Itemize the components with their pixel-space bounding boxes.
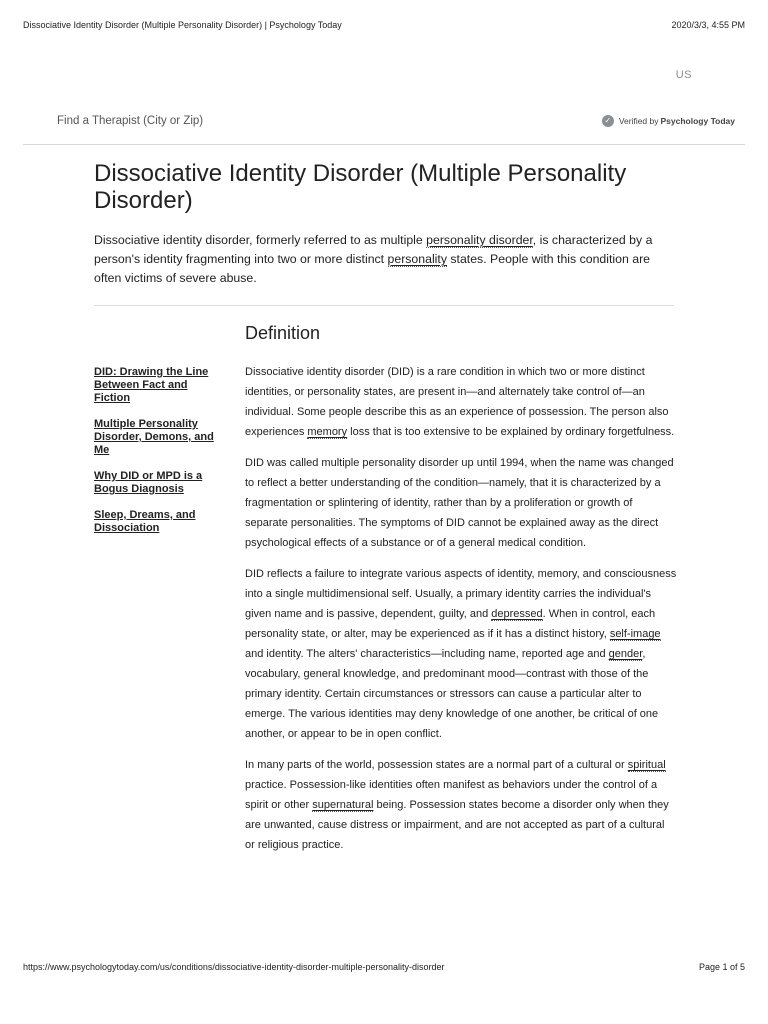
related-link[interactable]: Multiple Personality Disorder, Demons, and Me xyxy=(94,418,214,456)
page-title: Dissociative Identity Disorder (Multiple Personality Disorder) xyxy=(94,160,627,214)
memory-link[interactable]: memory xyxy=(307,426,348,438)
intro-text: , is characterized by a person's identity fragmenting into two or more distinct xyxy=(94,233,653,266)
self-image-link[interactable]: self-image xyxy=(609,628,661,640)
body-text: In many parts of the world, possession states are a normal part of a cultural or xyxy=(245,759,628,771)
print-page-number: Page 1 of 5 xyxy=(698,962,745,972)
related-link[interactable]: Sleep, Dreams, and Dissociation xyxy=(94,509,196,534)
print-header xyxy=(23,20,745,30)
intro-paragraph xyxy=(94,231,676,288)
depressed-link[interactable]: depressed xyxy=(491,608,543,620)
body-paragraph xyxy=(245,755,677,855)
intro-text: states. People with this condition are often victims of severe abuse. xyxy=(94,252,650,285)
print-page-title: Dissociative Identity Disorder (Multiple Personality Disorder) | Psychology Today xyxy=(23,20,342,30)
verified-prefix: Verified by xyxy=(618,116,659,126)
region-selector[interactable]: US xyxy=(675,69,692,81)
related-link[interactable]: Why DID or MPD is a Bogus Diagnosis xyxy=(94,470,203,495)
check-badge-icon: ✓ xyxy=(602,115,614,127)
section-heading: Definition xyxy=(245,323,321,343)
related-link[interactable]: DID: Drawing the Line Between Fact and Fiction xyxy=(94,366,209,404)
body-text: and identity. The alters' characteristics—including name, reported age and xyxy=(245,648,609,660)
print-footer xyxy=(23,962,745,972)
body-text: , vocabulary, general knowledge, and predominant mood—contrast with those of the primary identity. Certain circumstances or stressors can cause a particular alter to emerge. The various identities may deny knowledge of one another, be critical of one another, or appear to be in open conflict. xyxy=(245,648,659,740)
verified-badge xyxy=(602,115,735,127)
body-text: . When in control, each personality state, or alter, may be experienced as if it has a distinct history, xyxy=(245,608,656,640)
body-text: DID reflects a failure to integrate various aspects of identity, memory, and consciousness into a single multidimensional self. Usually, a primary identity carries the individual's given name and is passive, dependent, guilty, and xyxy=(245,568,677,620)
body-paragraph: DID was called multiple personality disorder up until 1994, when the name was changed to reflect a better understanding of the condition—namely, that it is characterized by a fragmentation or splintering of identity, rather than by a proliferation or growth of separate personalities. The symptoms of DID cannot be explained away as the direct psychological effects of a substance or of a general medical condition. xyxy=(245,457,674,549)
body-text: being. Possession states become a disorder only when they are unwanted, cause distress or impairment, and are not accepted as part of a cultural or religious practice. xyxy=(245,799,669,851)
print-url: https://www.psychologytoday.com/us/conditions/dissociative-identity-disorder-multiple-personality-disorder xyxy=(23,962,445,972)
supernatural-link[interactable]: supernatural xyxy=(312,799,374,811)
top-bar xyxy=(23,110,745,145)
gender-link[interactable]: gender xyxy=(608,648,643,660)
body-text: loss that is too extensive to be explained by ordinary forgetfulness. xyxy=(347,426,675,438)
intro-text: Dissociative identity disorder, formerly referred to as multiple xyxy=(94,233,427,247)
find-therapist-link[interactable]: Find a Therapist (City or Zip) xyxy=(57,115,204,127)
body-paragraph xyxy=(245,564,677,744)
personality-link[interactable]: personality xyxy=(387,252,447,266)
body-text: practice. Possession-like identities often manifest as behaviors under the control of a spirit or other xyxy=(245,779,658,811)
article-body xyxy=(245,362,677,866)
body-paragraph xyxy=(245,362,677,442)
body-text: Dissociative identity disorder (DID) is a rare condition in which two or more distinct identities, or personality states, are present in—and alternately take control of—an individual. Some people describe this as an experience of possession. The person also experiences xyxy=(245,366,669,438)
related-links xyxy=(94,366,224,548)
spiritual-link[interactable]: spiritual xyxy=(627,759,666,771)
print-datetime: 2020/3/3, 4:55 PM xyxy=(671,20,745,30)
personality-disorder-link[interactable]: personality disorder xyxy=(426,233,533,247)
divider xyxy=(94,305,674,306)
verified-brand: Psychology Today xyxy=(660,116,735,126)
